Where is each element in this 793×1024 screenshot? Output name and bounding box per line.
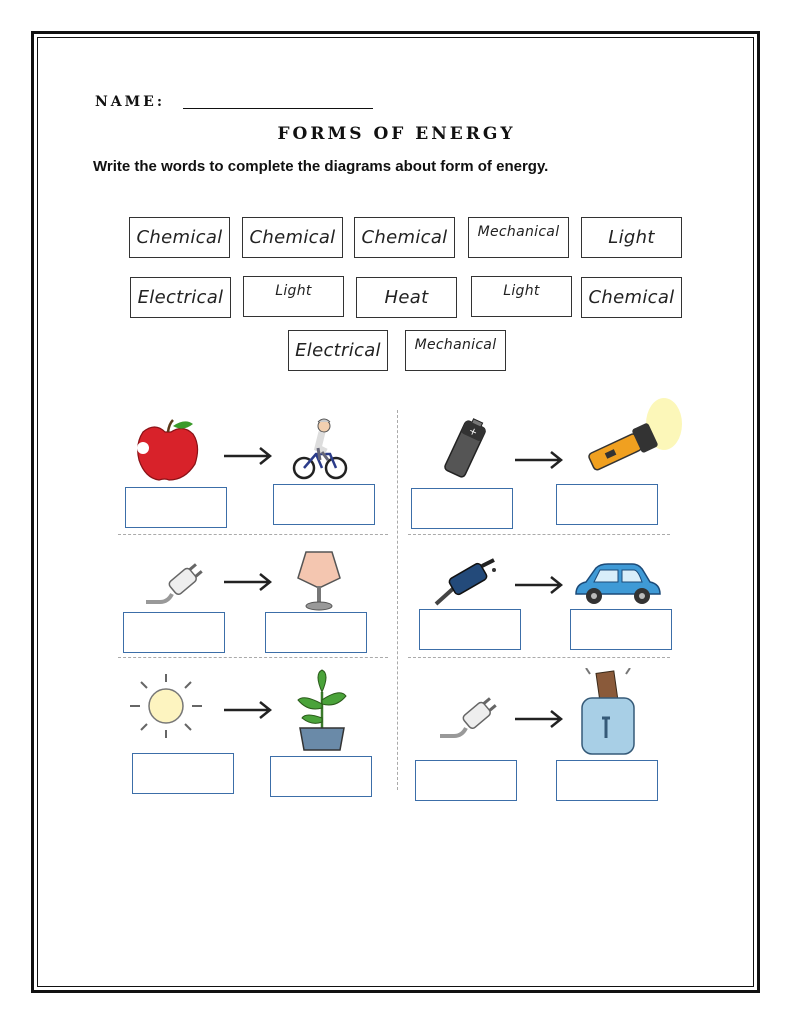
word-card[interactable]: Chemical: [242, 217, 343, 258]
word-card[interactable]: Light: [243, 276, 344, 317]
lamp-icon: [296, 548, 342, 612]
arrow-icon: [222, 572, 274, 592]
word-card[interactable]: Chemical: [354, 217, 455, 258]
apple-icon: [135, 418, 205, 484]
answer-box-fuel[interactable]: [419, 609, 521, 650]
arrow-icon: [513, 450, 565, 470]
word-card[interactable]: Light: [581, 217, 682, 258]
worksheet-title: FORMS OF ENERGY: [277, 124, 516, 144]
word-card[interactable]: Heat: [356, 277, 457, 318]
arrow-icon: [513, 575, 565, 595]
divider-horizontal: [408, 657, 670, 658]
plug-icon: [436, 694, 498, 742]
divider-vertical: [397, 410, 398, 790]
battery-icon: [438, 416, 492, 482]
answer-box-apple[interactable]: [125, 487, 227, 528]
car-icon: [572, 562, 664, 608]
answer-box-cyclist[interactable]: [273, 484, 375, 525]
answer-box-toaster[interactable]: [556, 760, 658, 801]
cyclist-icon: [292, 416, 348, 480]
fuel-nozzle-icon: [432, 556, 500, 608]
arrow-icon: [222, 700, 274, 720]
instructions: Write the words to complete the diagrams about form of energy.: [93, 158, 549, 175]
answer-box-plug[interactable]: [123, 612, 225, 653]
answer-box-plant[interactable]: [270, 756, 372, 797]
arrow-icon: [513, 709, 565, 729]
word-card[interactable]: Chemical: [129, 217, 230, 258]
plant-icon: [294, 668, 350, 754]
word-card[interactable]: Electrical: [130, 277, 231, 318]
word-card[interactable]: Electrical: [288, 330, 388, 371]
answer-box-plug-2[interactable]: [415, 760, 517, 801]
answer-box-flashlight[interactable]: [556, 484, 658, 525]
word-card[interactable]: Mechanical: [405, 330, 506, 371]
sun-icon: [126, 670, 206, 740]
toaster-icon: [576, 668, 640, 758]
divider-horizontal: [408, 534, 670, 535]
plug-icon: [142, 560, 204, 608]
name-field[interactable]: [183, 108, 373, 109]
word-card[interactable]: Mechanical: [468, 217, 569, 258]
answer-box-car[interactable]: [570, 609, 672, 650]
word-card[interactable]: Chemical: [581, 277, 682, 318]
answer-box-battery[interactable]: [411, 488, 513, 529]
word-card[interactable]: Light: [471, 276, 572, 317]
flashlight-icon: [580, 396, 682, 478]
divider-horizontal: [118, 534, 388, 535]
name-label: NAME:: [95, 94, 165, 110]
svg-text:+: +: [466, 425, 479, 439]
answer-box-sun[interactable]: [132, 753, 234, 794]
divider-horizontal: [118, 657, 388, 658]
answer-box-lamp[interactable]: [265, 612, 367, 653]
arrow-icon: [222, 446, 274, 466]
